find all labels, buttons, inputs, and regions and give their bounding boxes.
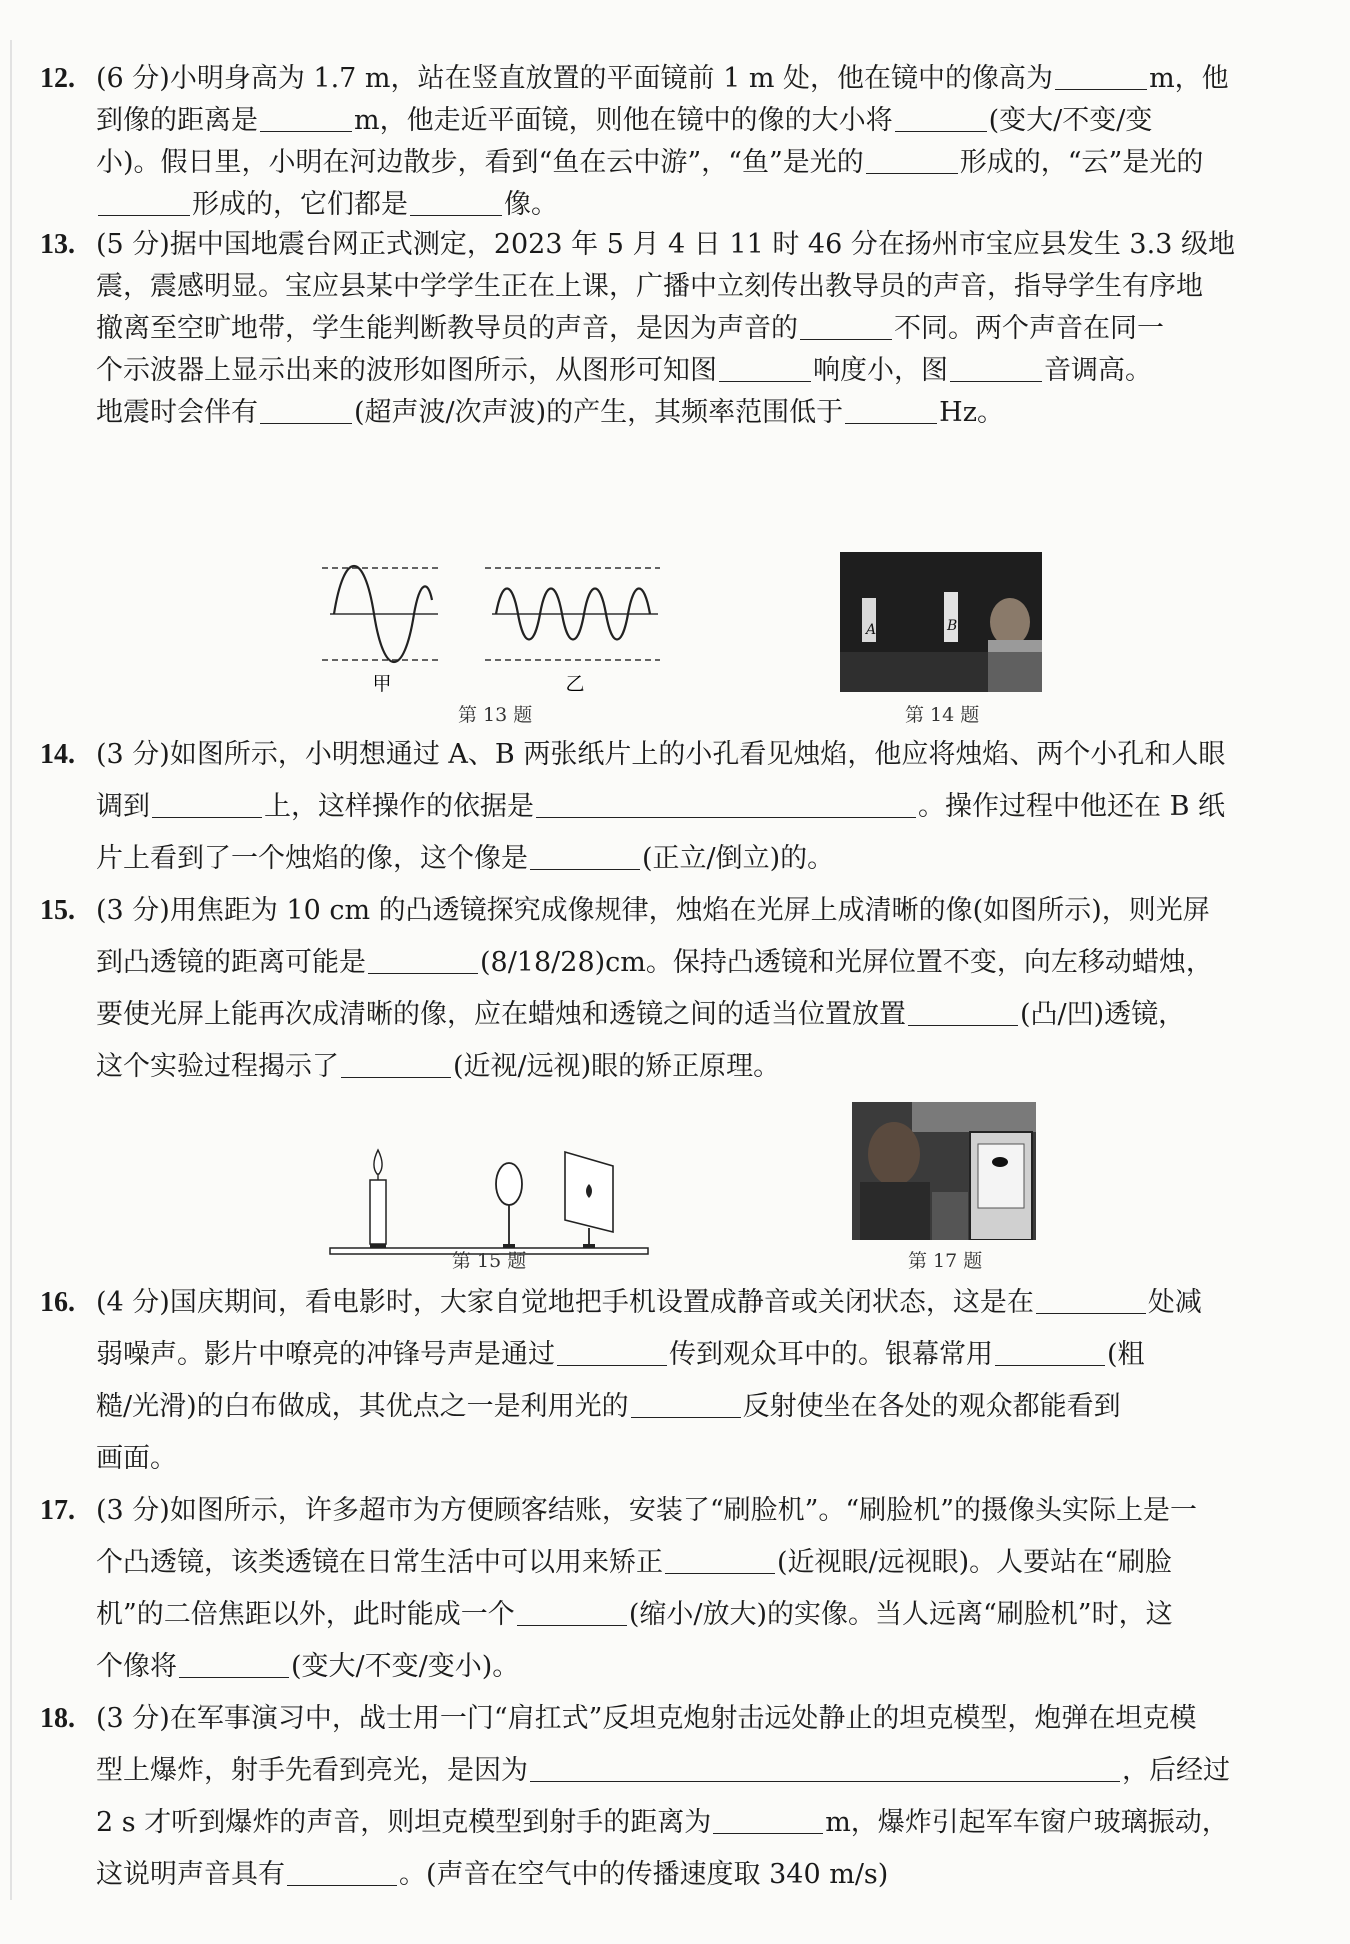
paper-b bbox=[944, 592, 958, 642]
q16-text: 画面。 bbox=[96, 1443, 177, 1474]
q13-text: 响度小，图 bbox=[813, 355, 948, 386]
waveform-yi-label: 乙 bbox=[565, 673, 585, 695]
q14-text: 。操作过程中他还在 B 纸 bbox=[918, 791, 1226, 822]
q13-text: 不同。两个声音在同一 bbox=[894, 313, 1164, 344]
q13-blank-2[interactable] bbox=[719, 355, 811, 382]
convex-lens bbox=[496, 1163, 522, 1248]
q15-text: (近视/远视)眼的矫正原理。 bbox=[453, 1051, 781, 1082]
q17-blank-2[interactable] bbox=[517, 1599, 627, 1626]
flame-icon bbox=[374, 1150, 382, 1174]
q13-text: 震，震感明显。宝应县某中学学生正在上课，广播中立刻传出教导员的声音，指导学生有序地 bbox=[96, 271, 1203, 302]
q17-text: 机”的二倍焦距以外，此时能成一个 bbox=[96, 1599, 515, 1630]
fig17-caption: 第 17 题 bbox=[908, 1250, 983, 1272]
q14-text: 片上看到了一个烛焰的像，这个像是 bbox=[96, 843, 528, 874]
q16-blank-3[interactable] bbox=[995, 1339, 1105, 1366]
q14-text: (3 分)如图所示，小明想通过 A、B 两张纸片上的小孔看见烛焰，他应将烛焰、两个小孔和人眼 bbox=[96, 739, 1226, 770]
q13-text: (超声波/次声波)的产生，其频率范围低于 bbox=[354, 397, 844, 428]
q12-blank-3[interactable] bbox=[895, 105, 987, 132]
q14-blank-2[interactable] bbox=[536, 791, 916, 818]
q16-text: (粗 bbox=[1107, 1339, 1145, 1370]
q13-blank-1[interactable] bbox=[800, 313, 892, 340]
q12-text: 小)。假日里，小明在河边散步，看到“鱼在云中游”，“鱼”是光的 bbox=[96, 147, 864, 178]
q13-blank-4[interactable] bbox=[260, 397, 352, 424]
q15-text: (3 分)用焦距为 10 cm 的凸透镜探究成像规律，烛焰在光屏上成清晰的像(如图所示)，则光屏 bbox=[96, 895, 1210, 926]
q15-text: (8/18/28)cm。保持凸透镜和光屏位置不变，向左移动蜡烛， bbox=[480, 947, 1213, 978]
waveform-jia bbox=[322, 566, 440, 695]
q14-text: 调到 bbox=[96, 791, 150, 822]
q12-blank-4[interactable] bbox=[866, 147, 958, 174]
q12-number: 12. bbox=[40, 63, 75, 94]
q13-number: 13. bbox=[40, 229, 75, 260]
q12-text: 形成的，它们都是 bbox=[192, 189, 408, 220]
q12-text: (变大/不变/变 bbox=[988, 105, 1153, 136]
fig14-caption: 第 14 题 bbox=[905, 704, 980, 726]
q17-blank-3[interactable] bbox=[179, 1651, 289, 1678]
q12-text: (6 分)小明身高为 1.7 m，站在竖直放置的平面镜前 1 m 处，他在镜中的像高为 bbox=[96, 63, 1054, 94]
q12-text: m，他 bbox=[1149, 63, 1229, 94]
q13-text: 音调高。 bbox=[1044, 355, 1152, 386]
q12-text: 像。 bbox=[504, 189, 558, 220]
q17-number: 17. bbox=[40, 1495, 75, 1526]
q18-text: m，爆炸引起军车窗户玻璃振动， bbox=[825, 1807, 1229, 1838]
q12-text: 到像的距离是 bbox=[96, 105, 258, 136]
q13-text: 地震时会伴有 bbox=[96, 397, 258, 428]
q18-text: 型上爆炸，射手先看到亮光，是因为 bbox=[96, 1755, 528, 1786]
q16-text: 传到观众耳中的。银幕常用 bbox=[669, 1339, 993, 1370]
q15-blank-3[interactable] bbox=[341, 1051, 451, 1078]
q14-blank-3[interactable] bbox=[530, 843, 640, 870]
paper-a-label: A bbox=[866, 622, 877, 638]
q13-text: (5 分)据中国地震台网正式测定，2023 年 5 月 4 日 11 时 46 分在扬州市宝应县发生 3.3 级地 bbox=[96, 229, 1235, 260]
q12-text: 形成的，“云”是光的 bbox=[959, 147, 1204, 178]
q14-text: (正立/倒立)的。 bbox=[642, 843, 835, 874]
q13-blank-3[interactable] bbox=[950, 355, 1042, 382]
optical-bench-figure bbox=[325, 1140, 655, 1260]
q18-text: 2 s 才听到爆炸的声音，则坦克模型到射手的距离为 bbox=[96, 1807, 712, 1838]
light-screen bbox=[565, 1152, 613, 1248]
q17-text: (缩小/放大)的实像。当人远离“刷脸机”时，这 bbox=[628, 1599, 1173, 1630]
q18-text: 。(声音在空气中的传播速度取 340 m/s) bbox=[399, 1859, 889, 1890]
q13-text: Hz。 bbox=[939, 397, 1004, 428]
q16-text: 处减 bbox=[1147, 1287, 1202, 1318]
q16-number: 16. bbox=[40, 1287, 75, 1318]
q18-blank-1[interactable] bbox=[530, 1755, 1120, 1782]
q18-text: 这说明声音具有 bbox=[96, 1859, 285, 1890]
q16-blank-2[interactable] bbox=[557, 1339, 667, 1366]
q17-text: (近视眼/远视眼)。人要站在“刷脸 bbox=[777, 1547, 1172, 1578]
fig15-caption: 第 15 题 bbox=[452, 1250, 527, 1272]
q13-blank-5[interactable] bbox=[845, 397, 937, 424]
customer-head bbox=[868, 1122, 920, 1186]
q14-text: 上，这样操作的依据是 bbox=[264, 791, 534, 822]
q17-blank-1[interactable] bbox=[665, 1547, 775, 1574]
q17-text: 个凸透镜，该类透镜在日常生活中可以用来矫正 bbox=[96, 1547, 663, 1578]
pinhole-photo bbox=[840, 552, 1042, 692]
q17-text: (变大/不变/变小)。 bbox=[291, 1651, 520, 1682]
q12-blank-1[interactable] bbox=[1055, 63, 1147, 90]
q15-text: 这个实验过程揭示了 bbox=[96, 1051, 339, 1082]
camera-icon bbox=[992, 1157, 1008, 1167]
q14-number: 14. bbox=[40, 739, 75, 770]
q18-blank-2[interactable] bbox=[713, 1807, 823, 1834]
face-scan-photo bbox=[852, 1102, 1036, 1240]
q12-blank-2[interactable] bbox=[260, 105, 352, 132]
q16-blank-1[interactable] bbox=[1036, 1287, 1146, 1314]
observer-head bbox=[990, 598, 1030, 646]
q15-blank-1[interactable] bbox=[368, 947, 478, 974]
q17-text: 个像将 bbox=[96, 1651, 177, 1682]
q16-text: 反射使坐在各处的观众都能看到 bbox=[742, 1391, 1121, 1422]
waveform-jia-label: 甲 bbox=[372, 673, 392, 695]
q17-text: (3 分)如图所示，许多超市为方便顾客结账，安装了“刷脸机”。“刷脸机”的摄像头实际上是一 bbox=[96, 1495, 1198, 1526]
candle bbox=[370, 1150, 386, 1248]
q15-text: 要使光屏上能再次成清晰的像，应在蜡烛和透镜之间的适当位置放置 bbox=[96, 999, 906, 1030]
q18-text: (3 分)在军事演习中，战士用一门“肩扛式”反坦克炮射击远处静止的坦克模型，炮弹在坦克模 bbox=[96, 1703, 1197, 1734]
q14-blank-1[interactable] bbox=[152, 791, 262, 818]
q16-text: 糙/光滑)的白布做成，其优点之一是利用光的 bbox=[96, 1391, 629, 1422]
q13-text: 撤离至空旷地带，学生能判断教导员的声音，是因为声音的 bbox=[96, 313, 798, 344]
q12-text: m，他走近平面镜，则他在镜中的像的大小将 bbox=[354, 105, 893, 136]
q15-text: 到凸透镜的距离可能是 bbox=[96, 947, 366, 978]
paper-b-label: B bbox=[947, 618, 958, 634]
waveform-yi bbox=[485, 568, 660, 695]
q18-text: ，后经过 bbox=[1122, 1755, 1230, 1786]
fig13-caption: 第 13 题 bbox=[458, 704, 533, 726]
q12-blank-5[interactable] bbox=[98, 189, 190, 216]
page-edge bbox=[10, 40, 12, 1900]
q12-blank-6[interactable] bbox=[410, 189, 502, 216]
q16-text: (4 分)国庆期间，看电影时，大家自觉地把手机设置成静音或关闭状态，这是在 bbox=[96, 1287, 1034, 1318]
q18-blank-3[interactable] bbox=[287, 1859, 397, 1886]
q13-text: 个示波器上显示出来的波形如图所示，从图形可知图 bbox=[96, 355, 717, 386]
q15-blank-2[interactable] bbox=[908, 999, 1018, 1026]
q15-number: 15. bbox=[40, 895, 75, 926]
q18-number: 18. bbox=[40, 1703, 75, 1734]
q16-blank-4[interactable] bbox=[631, 1391, 741, 1418]
q16-text: 弱噪声。影片中嘹亮的冲锋号声是通过 bbox=[96, 1339, 555, 1370]
q15-text: (凸/凹)透镜， bbox=[1020, 999, 1186, 1030]
